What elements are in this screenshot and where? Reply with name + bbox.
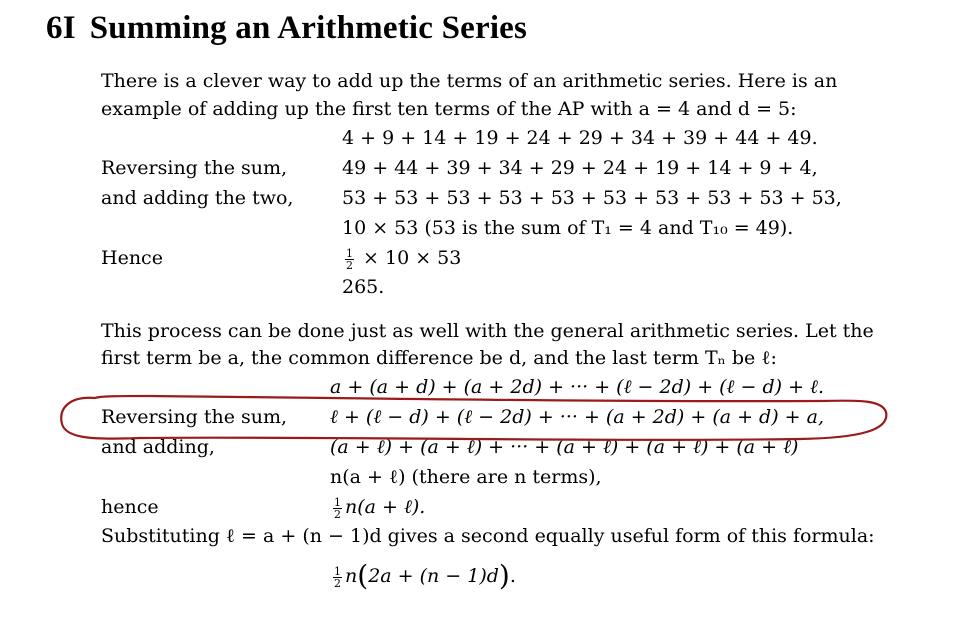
intro-line-1: There is a clever way to add up the terms of an arithmetic series. Here is an bbox=[101, 70, 838, 92]
section-number: 6I bbox=[46, 10, 76, 46]
equation-rhs: n(a + ℓ) (there are n terms), bbox=[330, 466, 602, 488]
general-line-2: first term be a, the common difference be d, and the last term Tₙ be ℓ: bbox=[101, 347, 777, 369]
equation-rhs: 265. bbox=[342, 276, 385, 298]
equation-rhs: 4 + 9 + 14 + 19 + 24 + 29 + 34 + 39 + 44 + 49. bbox=[342, 127, 818, 149]
section-heading bbox=[46, 10, 527, 47]
equation-rhs: $\frac{1}{2}$ n(2a + (n − 1)d). bbox=[334, 559, 516, 592]
row-label: and adding the two, bbox=[101, 187, 294, 209]
fraction: $\frac{1}{2}$ bbox=[346, 246, 353, 272]
equation-rhs: 49 + 44 + 39 + 34 + 29 + 24 + 19 + 14 + 9 + 4, bbox=[342, 157, 818, 179]
substitution-line: Substituting ℓ = a + (n − 1)d gives a second equally useful form of this formula: bbox=[101, 525, 875, 547]
general-line-1: This process can be done just as well with the general arithmetic series. Let the bbox=[101, 320, 874, 342]
equation-rhs: (a + ℓ) + (a + ℓ) + ··· + (a + ℓ) + (a + ℓ) + (a + ℓ) bbox=[330, 436, 799, 458]
equation-rhs: 53 + 53 + 53 + 53 + 53 + 53 + 53 + 53 + 53 + 53, bbox=[342, 187, 842, 209]
fraction: $\frac{1}{2}$ bbox=[334, 564, 341, 590]
intro-line-2: example of adding up the first ten terms of the AP with a = 4 and d = 5: bbox=[101, 98, 797, 120]
row-label: Reversing the sum, bbox=[101, 406, 288, 428]
fraction: $\frac{1}{2}$ bbox=[334, 495, 341, 521]
equation-rhs: 10 × 53 (53 is the sum of T₁ = 4 and T₁₀ = 49). bbox=[342, 217, 794, 239]
row-label: hence bbox=[101, 496, 159, 518]
row-label: Hence bbox=[101, 247, 163, 269]
equation-rhs: a + (a + d) + (a + 2d) + ··· + (ℓ − 2d) + (ℓ − d) + ℓ. bbox=[330, 376, 824, 398]
equation-rhs: ℓ + (ℓ − d) + (ℓ − 2d) + ··· + (a + 2d) + (a + d) + a, bbox=[330, 406, 824, 428]
section-title: Summing an Arithmetic Series bbox=[89, 10, 528, 46]
row-label: and adding, bbox=[101, 436, 215, 458]
row-label: Reversing the sum, bbox=[101, 157, 288, 179]
equation-rhs: $\frac{1}{2}$ n(a + ℓ). bbox=[334, 495, 426, 521]
equation-rhs: $\frac{1}{2}$ × 10 × 53 bbox=[346, 246, 462, 272]
